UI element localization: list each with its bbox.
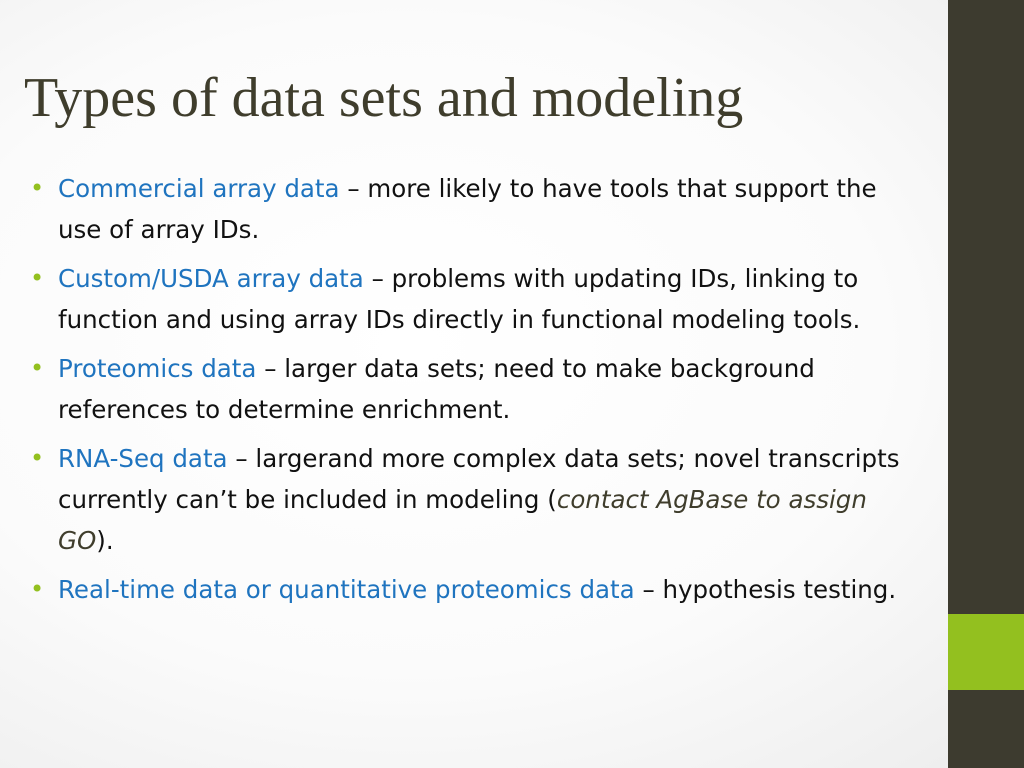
bullet-item bbox=[30, 438, 910, 561]
bullet-item bbox=[30, 569, 910, 610]
bullet-text: – larger data sets; need to make background references to determine enrichment. bbox=[58, 354, 815, 424]
bullet-text: – largerand more complex data sets; novel transcripts currently can’t be included in modeling ( bbox=[58, 444, 900, 514]
bullet-icon: • bbox=[30, 354, 45, 382]
bullet-text: – problems with updating IDs, linking to function and using array IDs directly in functional modeling tools. bbox=[58, 264, 861, 334]
bullet-term: Real-time data or quantitative proteomics data bbox=[58, 575, 635, 604]
bullet-icon: • bbox=[30, 444, 45, 472]
bullet-icon: • bbox=[30, 174, 45, 202]
bullet-term: Proteomics data bbox=[58, 354, 257, 383]
slide-title: Types of data sets and modeling bbox=[24, 67, 744, 129]
bullet-term: RNA-Seq data bbox=[58, 444, 228, 473]
bullet-text: – hypothesis testing. bbox=[634, 575, 897, 604]
bullet-term: Custom/USDA array data bbox=[58, 264, 364, 293]
bullet-term: Commercial array data bbox=[58, 174, 340, 203]
bullet-text: – more likely to have tools that support the use of array IDs. bbox=[58, 174, 877, 244]
bullet-aside: contact AgBase to assign GO bbox=[58, 485, 867, 555]
bullet-tail: ). bbox=[96, 526, 114, 555]
bullet-item bbox=[30, 168, 910, 250]
bullet-item bbox=[30, 258, 910, 340]
bullet-icon: • bbox=[30, 264, 45, 292]
bullet-list bbox=[30, 168, 910, 618]
bullet-icon: • bbox=[30, 575, 45, 603]
sidebar-accent-block bbox=[948, 614, 1024, 690]
bullet-item bbox=[30, 348, 910, 430]
